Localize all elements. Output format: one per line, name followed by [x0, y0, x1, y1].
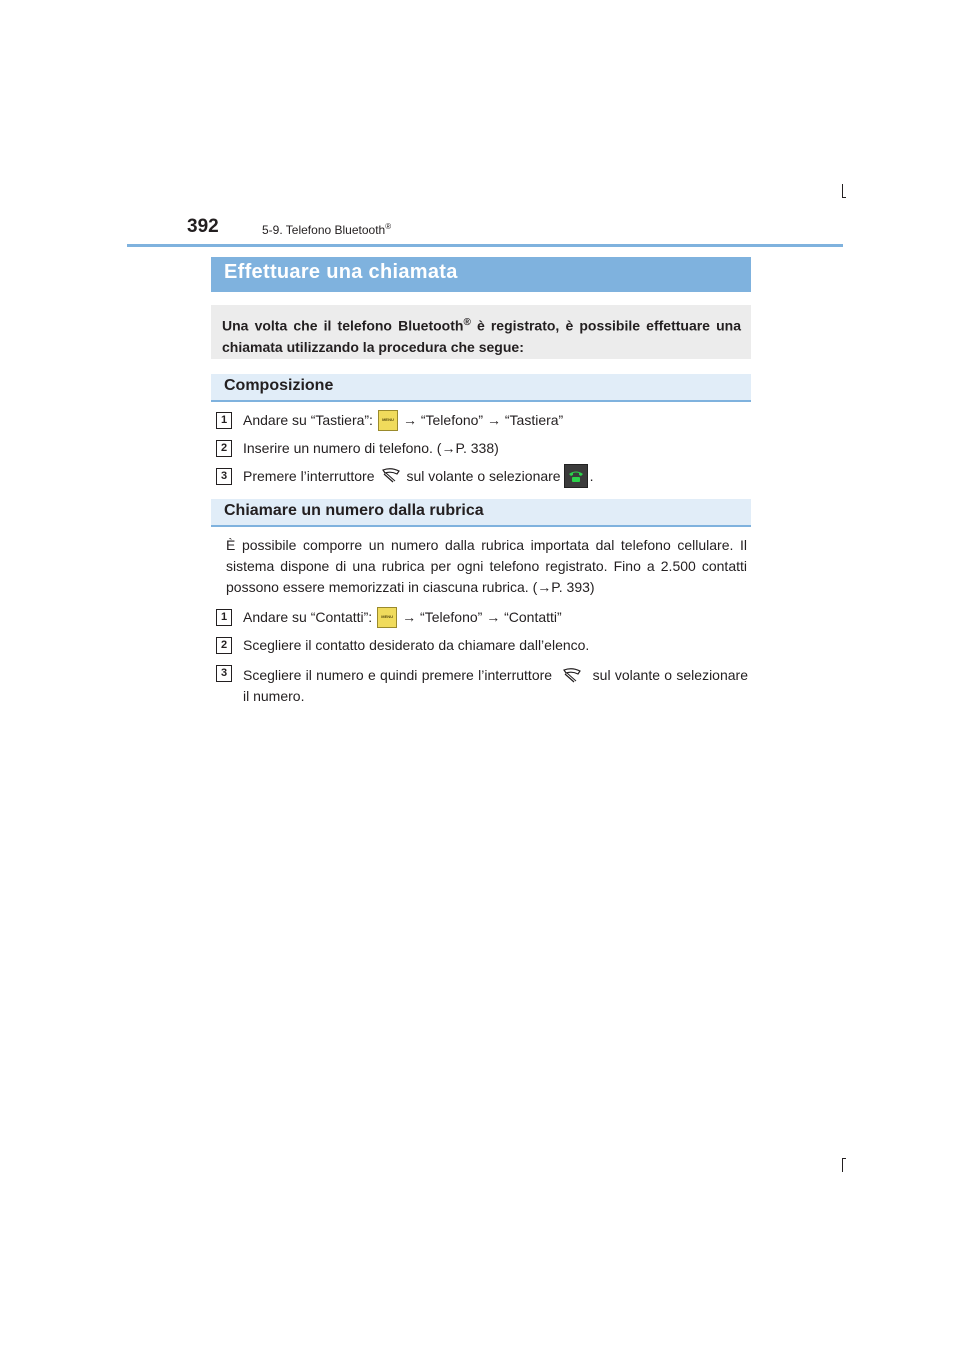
section-label: 5-9. Telefono Bluetooth® [262, 222, 392, 237]
step-number: 1 [216, 412, 232, 429]
step-number: 3 [216, 665, 232, 682]
page-number: 392 [187, 216, 219, 237]
step-number: 2 [216, 440, 232, 457]
handset-icon [381, 468, 401, 484]
phone-receiver-icon [568, 469, 584, 483]
step-text: Premere l’interruttore sul volante o selezionare . [243, 465, 748, 487]
rubrica-paragraph: È possibile comporre un numero dalla rubrica importata dal telefono cellulare. Il sistema dispone di una rubrica per ogni telefono registrato. Fino a 2.500 contatti possono essere memorizzati in ciascuna rubrica. (→P. 393) [226, 537, 747, 595]
step-number: 2 [216, 637, 232, 654]
crop-mark-top [842, 184, 843, 198]
crop-mark-bottom [842, 1158, 843, 1172]
step-text: Andare su “Contatti”: MENU → “Telefono” → “Contatti” [243, 606, 748, 628]
menu-button-icon: MENU [378, 410, 398, 431]
handset-icon [562, 668, 582, 684]
step-text: Scegliere il numero e quindi premere l’interruttore sul volante o selezionare il numero. [243, 667, 748, 704]
header-rule [127, 244, 843, 247]
phone-button-icon [564, 464, 588, 488]
step-text: Scegliere il contatto desiderato da chiamare dall’elenco. [243, 637, 590, 653]
step-number: 3 [216, 468, 232, 485]
step-text: Inserire un numero di telefono. (→P. 338) [243, 440, 499, 456]
page-title: Effettuare una chiamata [211, 257, 751, 292]
step-text: Andare su “Tastiera”: MENU → “Telefono” → “Tastiera” [243, 409, 748, 431]
subheading-composizione: Composizione [211, 374, 751, 402]
subheading-rubrica: Chiamare un numero dalla rubrica [211, 499, 751, 527]
menu-button-icon: MENU [377, 607, 397, 628]
intro-box: Una volta che il telefono Bluetooth® è registrato, è possibile effettuare una chiamata utilizzando la procedura che segue: [211, 305, 751, 359]
step-number: 1 [216, 609, 232, 626]
